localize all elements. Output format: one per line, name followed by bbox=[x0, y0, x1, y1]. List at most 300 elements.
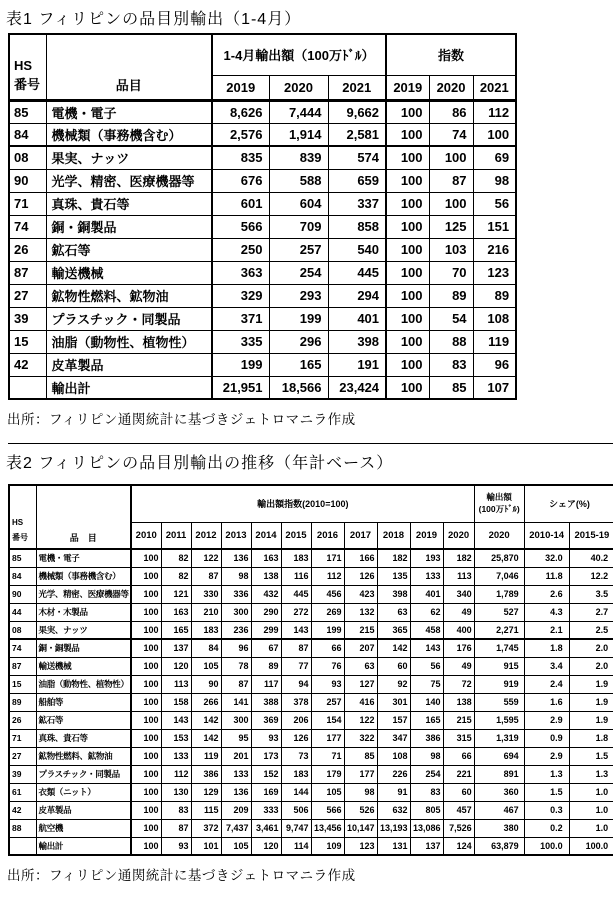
year-header: 2020 bbox=[429, 75, 473, 100]
hs-cell: 90 bbox=[9, 585, 36, 603]
value-cell: 445 bbox=[328, 261, 386, 284]
year-header: 2012 bbox=[191, 522, 221, 549]
item-cell: 輸出計 bbox=[46, 376, 212, 399]
index-cell: 49 bbox=[443, 657, 474, 675]
table1-total-row bbox=[9, 376, 516, 399]
index-cell: 158 bbox=[161, 693, 191, 711]
share-cell: 1.3 bbox=[569, 765, 613, 783]
share-cell: 0.2 bbox=[524, 819, 569, 837]
hs-cell: 71 bbox=[9, 192, 46, 215]
index-cell: 322 bbox=[344, 729, 377, 747]
index-cell: 165 bbox=[410, 711, 443, 729]
index-cell: 340 bbox=[443, 585, 474, 603]
item-cell: 果実、ナッツ bbox=[46, 146, 212, 169]
index-cell: 100 bbox=[131, 711, 161, 729]
index-cell: 56 bbox=[410, 657, 443, 675]
hs-cell: 39 bbox=[9, 765, 36, 783]
table2-row bbox=[9, 819, 613, 837]
index-cell: 9,747 bbox=[281, 819, 311, 837]
share-cell: 100.0 bbox=[569, 837, 613, 855]
table2-row bbox=[9, 675, 613, 693]
hs-cell: 26 bbox=[9, 238, 46, 261]
index-cell: 72 bbox=[443, 675, 474, 693]
index-cell: 216 bbox=[473, 238, 516, 261]
value-cell: 296 bbox=[269, 330, 328, 353]
index-cell: 83 bbox=[410, 783, 443, 801]
value-cell: 63,879 bbox=[474, 837, 524, 855]
hs-cell: 71 bbox=[9, 729, 36, 747]
table1-row bbox=[9, 146, 516, 169]
table1-row bbox=[9, 123, 516, 146]
value-cell: 335 bbox=[212, 330, 269, 353]
value-cell: 1,745 bbox=[474, 639, 524, 657]
hs-cell: 74 bbox=[9, 639, 36, 657]
index-cell: 86 bbox=[429, 100, 473, 123]
year-header: 2020 bbox=[269, 75, 328, 100]
value-cell: 363 bbox=[212, 261, 269, 284]
share-cell: 32.0 bbox=[524, 549, 569, 567]
value-cell: 858 bbox=[328, 215, 386, 238]
index-cell: 226 bbox=[377, 765, 410, 783]
index-cell: 62 bbox=[410, 603, 443, 621]
index-cell: 137 bbox=[410, 837, 443, 855]
value-cell: 1,914 bbox=[269, 123, 328, 146]
index-cell: 113 bbox=[443, 567, 474, 585]
index-cell: 182 bbox=[443, 549, 474, 567]
index-cell: 107 bbox=[473, 376, 516, 399]
item-cell: 鉱物性燃料、鉱物油 bbox=[46, 284, 212, 307]
share-cell: 1.6 bbox=[524, 693, 569, 711]
index-cell: 96 bbox=[473, 353, 516, 376]
hs-label-line2: 番号 bbox=[14, 77, 41, 92]
value-cell: 601 bbox=[212, 192, 269, 215]
index-cell: 93 bbox=[161, 837, 191, 855]
index-cell: 74 bbox=[429, 123, 473, 146]
index-cell: 100 bbox=[131, 693, 161, 711]
item-cell: 光学、精密、医療機器等 bbox=[46, 169, 212, 192]
index-cell: 100 bbox=[131, 675, 161, 693]
index-cell: 76 bbox=[311, 657, 344, 675]
item-cell: 皮革製品 bbox=[46, 353, 212, 376]
index-cell: 94 bbox=[281, 675, 311, 693]
index-cell: 432 bbox=[251, 585, 281, 603]
index-cell: 90 bbox=[191, 675, 221, 693]
index-cell: 125 bbox=[429, 215, 473, 238]
table1-row bbox=[9, 238, 516, 261]
share-cell: 1.8 bbox=[569, 729, 613, 747]
index-cell: 116 bbox=[281, 567, 311, 585]
index-cell: 108 bbox=[473, 307, 516, 330]
value-cell: 835 bbox=[212, 146, 269, 169]
index-cell: 71 bbox=[311, 747, 344, 765]
index-cell: 78 bbox=[221, 657, 251, 675]
index-cell: 88 bbox=[429, 330, 473, 353]
index-cell: 100 bbox=[386, 215, 429, 238]
table1-row bbox=[9, 192, 516, 215]
year-header: 2015 bbox=[281, 522, 311, 549]
year-header: 2019 bbox=[410, 522, 443, 549]
index-cell: 100 bbox=[131, 801, 161, 819]
value-cell: 891 bbox=[474, 765, 524, 783]
index-cell: 333 bbox=[251, 801, 281, 819]
index-cell: 103 bbox=[429, 238, 473, 261]
index-cell: 136 bbox=[221, 549, 251, 567]
hs-cell: 85 bbox=[9, 549, 36, 567]
index-cell: 66 bbox=[311, 639, 344, 657]
index-cell: 100 bbox=[131, 765, 161, 783]
index-cell: 130 bbox=[161, 783, 191, 801]
value-cell: 919 bbox=[474, 675, 524, 693]
index-cell: 63 bbox=[377, 603, 410, 621]
index-cell: 221 bbox=[443, 765, 474, 783]
index-cell: 378 bbox=[281, 693, 311, 711]
value-cell: 329 bbox=[212, 284, 269, 307]
index-cell: 100 bbox=[131, 819, 161, 837]
item-cell: 輸送機械 bbox=[46, 261, 212, 284]
item-cell: 輸送機械 bbox=[36, 657, 131, 675]
index-cell: 272 bbox=[281, 603, 311, 621]
index-cell: 133 bbox=[221, 765, 251, 783]
index-cell: 120 bbox=[251, 837, 281, 855]
item-cell: プラスチック・同製品 bbox=[36, 765, 131, 783]
value-cell: 18,566 bbox=[269, 376, 328, 399]
table1-row bbox=[9, 100, 516, 123]
index-cell: 89 bbox=[429, 284, 473, 307]
value-cell: 199 bbox=[212, 353, 269, 376]
hs-cell: 27 bbox=[9, 747, 36, 765]
index-cell: 153 bbox=[161, 729, 191, 747]
index-cell: 100 bbox=[429, 192, 473, 215]
index-cell: 199 bbox=[311, 621, 344, 639]
share-cell: 1.5 bbox=[524, 783, 569, 801]
index-cell: 7,437 bbox=[221, 819, 251, 837]
index-cell: 87 bbox=[429, 169, 473, 192]
hs-cell: 87 bbox=[9, 657, 36, 675]
index-cell: 183 bbox=[281, 765, 311, 783]
index-cell: 113 bbox=[161, 675, 191, 693]
year-header: 2019 bbox=[212, 75, 269, 100]
item-cell: 電機・電子 bbox=[36, 549, 131, 567]
index-cell: 336 bbox=[221, 585, 251, 603]
index-cell: 100 bbox=[386, 284, 429, 307]
index-cell: 132 bbox=[344, 603, 377, 621]
index-cell: 100 bbox=[386, 307, 429, 330]
index-cell: 100 bbox=[386, 192, 429, 215]
table2-row bbox=[9, 639, 613, 657]
share-cell: 2.0 bbox=[569, 639, 613, 657]
index-cell: 423 bbox=[344, 585, 377, 603]
value-cell: 199 bbox=[269, 307, 328, 330]
index-cell: 10,147 bbox=[344, 819, 377, 837]
index-cell: 152 bbox=[251, 765, 281, 783]
index-cell: 112 bbox=[161, 765, 191, 783]
index-cell: 207 bbox=[344, 639, 377, 657]
index-cell: 119 bbox=[191, 747, 221, 765]
index-cell: 386 bbox=[191, 765, 221, 783]
hs-cell: 27 bbox=[9, 284, 46, 307]
index-cell: 137 bbox=[161, 639, 191, 657]
index-cell: 176 bbox=[443, 639, 474, 657]
index-cell: 347 bbox=[377, 729, 410, 747]
index-cell: 445 bbox=[281, 585, 311, 603]
table2-row bbox=[9, 729, 613, 747]
index-cell: 100 bbox=[131, 747, 161, 765]
table2-body bbox=[9, 549, 613, 855]
item-cell: 衣類（ニット） bbox=[36, 783, 131, 801]
index-cell: 70 bbox=[429, 261, 473, 284]
index-cell: 95 bbox=[221, 729, 251, 747]
index-cell: 100 bbox=[131, 729, 161, 747]
item-cell: 真珠、貴石等 bbox=[46, 192, 212, 215]
hs-cell bbox=[9, 376, 46, 399]
share-cell: 12.2 bbox=[569, 567, 613, 585]
index-cell: 100 bbox=[429, 146, 473, 169]
index-cell: 77 bbox=[281, 657, 311, 675]
share-cell: 1.0 bbox=[569, 783, 613, 801]
index-cell: 142 bbox=[191, 711, 221, 729]
value-cell: 2,576 bbox=[212, 123, 269, 146]
value-cell: 839 bbox=[269, 146, 328, 169]
hs-cell: 15 bbox=[9, 330, 46, 353]
table2-row bbox=[9, 693, 613, 711]
share-period-header: 2010-14 bbox=[524, 522, 569, 549]
value-cell: 676 bbox=[212, 169, 269, 192]
year-header: 2013 bbox=[221, 522, 251, 549]
index-cell: 171 bbox=[311, 549, 344, 567]
index-cell: 173 bbox=[251, 747, 281, 765]
share-cell: 1.5 bbox=[569, 747, 613, 765]
share-cell: 1.0 bbox=[569, 819, 613, 837]
value-cell: 2,271 bbox=[474, 621, 524, 639]
value-cell: 527 bbox=[474, 603, 524, 621]
hs-cell: 90 bbox=[9, 169, 46, 192]
table2-row bbox=[9, 801, 613, 819]
item-cell: 輸出計 bbox=[36, 837, 131, 855]
index-cell: 100 bbox=[386, 123, 429, 146]
share-cell: 100.0 bbox=[524, 837, 569, 855]
index-cell: 89 bbox=[251, 657, 281, 675]
value-cell: 1,319 bbox=[474, 729, 524, 747]
item-cell: 銅・銅製品 bbox=[36, 639, 131, 657]
table2-row bbox=[9, 747, 613, 765]
index-cell: 301 bbox=[377, 693, 410, 711]
index-cell: 290 bbox=[251, 603, 281, 621]
value-cell: 540 bbox=[328, 238, 386, 261]
index-cell: 136 bbox=[221, 783, 251, 801]
item-cell: 機械類（事務機含む） bbox=[46, 123, 212, 146]
year-header: 2018 bbox=[377, 522, 410, 549]
hs-cell: 88 bbox=[9, 819, 36, 837]
hs-cell bbox=[9, 837, 36, 855]
index-cell: 63 bbox=[344, 657, 377, 675]
table1-row bbox=[9, 261, 516, 284]
share-cell: 4.3 bbox=[524, 603, 569, 621]
table2-row bbox=[9, 783, 613, 801]
index-cell: 67 bbox=[251, 639, 281, 657]
share-cell: 11.8 bbox=[524, 567, 569, 585]
index-cell: 100 bbox=[131, 621, 161, 639]
index-cell: 100 bbox=[386, 261, 429, 284]
item-cell: 鉱物性燃料、鉱物油 bbox=[36, 747, 131, 765]
index-cell: 13,456 bbox=[311, 819, 344, 837]
index-cell: 206 bbox=[281, 711, 311, 729]
index-cell: 372 bbox=[191, 819, 221, 837]
year-header: 2021 bbox=[328, 75, 386, 100]
index-cell: 112 bbox=[311, 567, 344, 585]
hs-cell: 08 bbox=[9, 146, 46, 169]
index-cell: 117 bbox=[251, 675, 281, 693]
year-header: 2011 bbox=[161, 522, 191, 549]
index-cell: 100 bbox=[386, 353, 429, 376]
index-cell: 75 bbox=[410, 675, 443, 693]
item-cell: 果実、ナッツ bbox=[36, 621, 131, 639]
index-cell: 457 bbox=[443, 801, 474, 819]
index-cell: 89 bbox=[473, 284, 516, 307]
table1-row bbox=[9, 307, 516, 330]
value-cell: 191 bbox=[328, 353, 386, 376]
index-cell: 92 bbox=[377, 675, 410, 693]
index-cell: 215 bbox=[344, 621, 377, 639]
share-cell: 2.0 bbox=[569, 657, 613, 675]
index-cell: 300 bbox=[221, 603, 251, 621]
index-cell: 100 bbox=[131, 603, 161, 621]
index-cell: 93 bbox=[251, 729, 281, 747]
index-cell: 85 bbox=[344, 747, 377, 765]
index-cell: 163 bbox=[251, 549, 281, 567]
index-cell: 100 bbox=[473, 123, 516, 146]
separator-line bbox=[8, 443, 613, 444]
share-cell: 1.9 bbox=[569, 693, 613, 711]
index-cell: 120 bbox=[161, 657, 191, 675]
index-cell: 127 bbox=[344, 675, 377, 693]
index-cell: 398 bbox=[377, 585, 410, 603]
table2-row bbox=[9, 567, 613, 585]
table1-row bbox=[9, 169, 516, 192]
index-cell: 105 bbox=[221, 837, 251, 855]
index-cell: 144 bbox=[281, 783, 311, 801]
index-cell: 138 bbox=[251, 567, 281, 585]
index-cell: 133 bbox=[161, 747, 191, 765]
index-cell: 60 bbox=[377, 657, 410, 675]
table2-header-item: 品 目 bbox=[36, 485, 131, 549]
index-cell: 209 bbox=[221, 801, 251, 819]
index-cell: 416 bbox=[344, 693, 377, 711]
item-cell: 鉱石等 bbox=[46, 238, 212, 261]
hs-cell: 39 bbox=[9, 307, 46, 330]
value-cell: 165 bbox=[269, 353, 328, 376]
index-cell: 122 bbox=[344, 711, 377, 729]
share-cell: 2.6 bbox=[524, 585, 569, 603]
value-cell: 566 bbox=[212, 215, 269, 238]
value-cell: 25,870 bbox=[474, 549, 524, 567]
index-cell: 123 bbox=[473, 261, 516, 284]
hs-cell: 08 bbox=[9, 621, 36, 639]
value-cell: 401 bbox=[328, 307, 386, 330]
index-cell: 365 bbox=[377, 621, 410, 639]
value-cell: 371 bbox=[212, 307, 269, 330]
value-cell: 360 bbox=[474, 783, 524, 801]
value-cell: 709 bbox=[269, 215, 328, 238]
index-cell: 100 bbox=[131, 837, 161, 855]
index-cell: 98 bbox=[473, 169, 516, 192]
index-cell: 69 bbox=[473, 146, 516, 169]
index-cell: 143 bbox=[410, 639, 443, 657]
index-cell: 98 bbox=[221, 567, 251, 585]
index-cell: 151 bbox=[473, 215, 516, 238]
hs-cell: 89 bbox=[9, 693, 36, 711]
index-cell: 182 bbox=[377, 549, 410, 567]
value-cell: 21,951 bbox=[212, 376, 269, 399]
value-cell: 915 bbox=[474, 657, 524, 675]
index-cell: 210 bbox=[191, 603, 221, 621]
share-cell: 3.5 bbox=[569, 585, 613, 603]
index-cell: 85 bbox=[429, 376, 473, 399]
index-cell: 54 bbox=[429, 307, 473, 330]
index-cell: 66 bbox=[443, 747, 474, 765]
table2-exports-annual-trend bbox=[8, 484, 613, 856]
index-cell: 98 bbox=[344, 783, 377, 801]
index-cell: 84 bbox=[191, 639, 221, 657]
value-cell: 8,626 bbox=[212, 100, 269, 123]
item-cell: 電機・電子 bbox=[46, 100, 212, 123]
share-cell: 1.3 bbox=[524, 765, 569, 783]
hs-cell: 85 bbox=[9, 100, 46, 123]
item-cell: 木材・木製品 bbox=[36, 603, 131, 621]
hs-label-line1: HS bbox=[14, 57, 33, 73]
table1-source: 出所：フィリピン通関統計に基づきジェトロマニラ作成 bbox=[7, 412, 356, 427]
hs-cell: 26 bbox=[9, 711, 36, 729]
index-cell: 140 bbox=[410, 693, 443, 711]
table1-header-index-group: 指数 bbox=[386, 34, 516, 75]
table2-header-share-group: シェア(%) bbox=[524, 485, 613, 522]
index-cell: 100 bbox=[131, 549, 161, 567]
index-cell: 169 bbox=[251, 783, 281, 801]
table2-row bbox=[9, 549, 613, 567]
table2-header-group-row bbox=[9, 485, 613, 522]
value-cell: 659 bbox=[328, 169, 386, 192]
hs-cell: 84 bbox=[9, 123, 46, 146]
index-cell: 101 bbox=[191, 837, 221, 855]
index-cell: 49 bbox=[443, 603, 474, 621]
index-cell: 315 bbox=[443, 729, 474, 747]
year-header: 2010 bbox=[131, 522, 161, 549]
index-cell: 87 bbox=[281, 639, 311, 657]
table2-header-index-group: 輸出額指数(2010=100) bbox=[131, 485, 474, 522]
index-cell: 143 bbox=[161, 711, 191, 729]
item-cell: プラスチック・同製品 bbox=[46, 307, 212, 330]
value-cell: 559 bbox=[474, 693, 524, 711]
index-cell: 163 bbox=[161, 603, 191, 621]
index-cell: 109 bbox=[311, 837, 344, 855]
index-cell: 82 bbox=[161, 549, 191, 567]
index-cell: 122 bbox=[191, 549, 221, 567]
index-cell: 123 bbox=[344, 837, 377, 855]
value-cell: 254 bbox=[269, 261, 328, 284]
table2-row bbox=[9, 657, 613, 675]
share-cell: 2.1 bbox=[524, 621, 569, 639]
index-cell: 236 bbox=[221, 621, 251, 639]
value-cell: 694 bbox=[474, 747, 524, 765]
year-header: 2020 bbox=[443, 522, 474, 549]
table1-exports-jan-apr bbox=[8, 33, 517, 400]
index-cell: 124 bbox=[443, 837, 474, 855]
index-cell: 112 bbox=[473, 100, 516, 123]
table2-row bbox=[9, 585, 613, 603]
share-cell: 2.9 bbox=[524, 747, 569, 765]
index-cell: 177 bbox=[344, 765, 377, 783]
index-cell: 91 bbox=[377, 783, 410, 801]
index-cell: 3,461 bbox=[251, 819, 281, 837]
